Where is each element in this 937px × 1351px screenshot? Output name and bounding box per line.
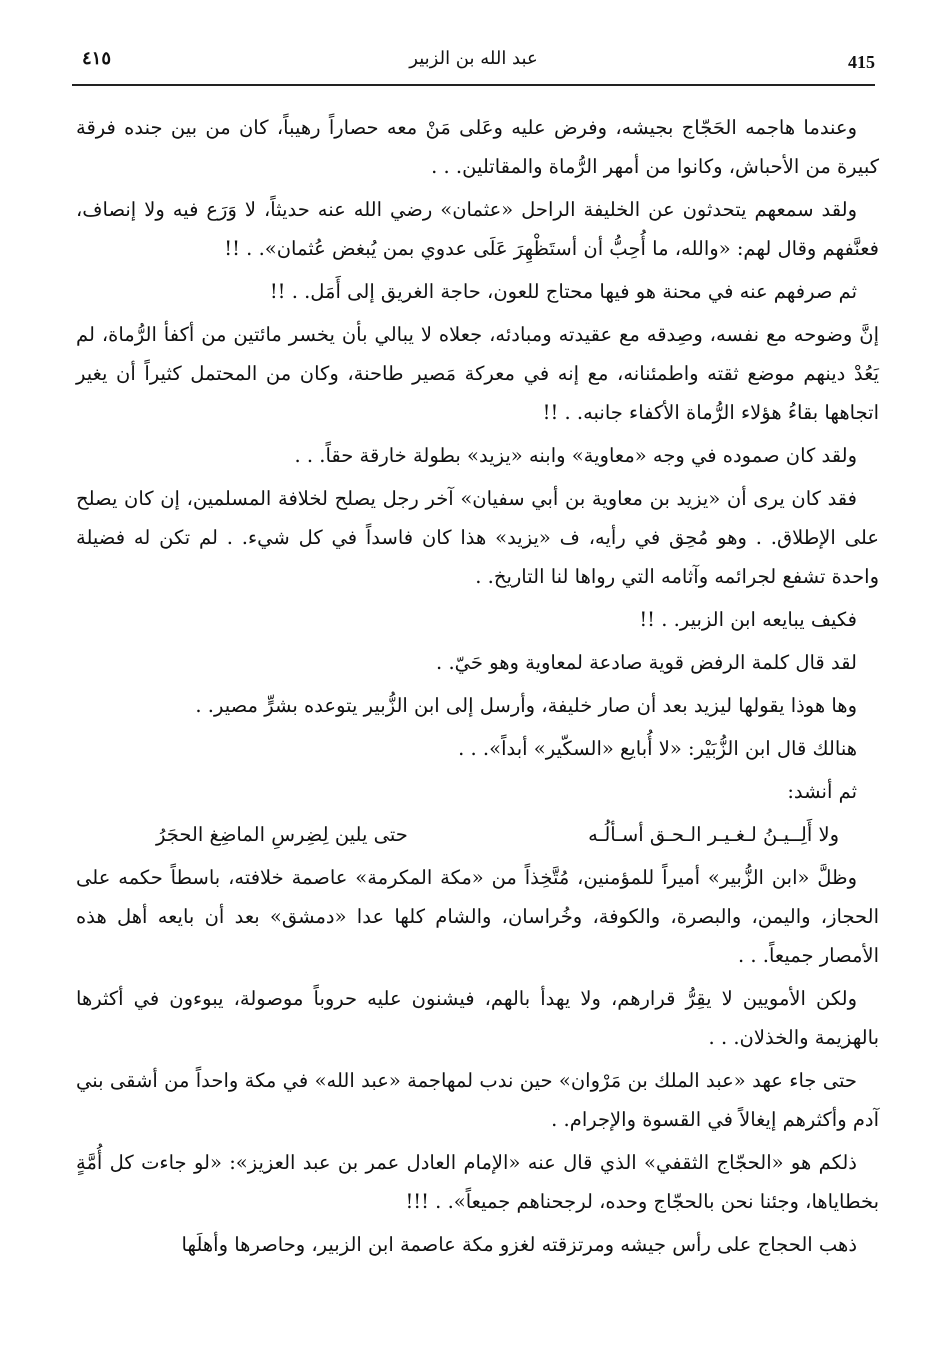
- paragraph: ولقد كان صموده في وجه «معاوية» وابنه «يزيد» بطولة خارقة حقاً. . .: [294, 444, 857, 467]
- paragraph: ذلكم هو «الحجّاج الثقفي» الذي قال عنه «الإمام العادل عمر بن عبد العزيز»: «لو جاءت كل أُمَّةٍ بخطاياها، وجئنا نحن بالحجّاج وحده، لرجحناهم جميعاً». . !!!: [76, 1151, 879, 1213]
- paragraph: حتى جاء عهد «عبد الملك بن مَرْوان» حين ندب لمهاجمة «عبد الله» في مكة واحداً من أشقى بني آدم وأكثرهم إيغالاً في القسوة والإجرام. .: [76, 1069, 879, 1131]
- page-number-arabic: ٤١٥: [82, 48, 112, 69]
- header-divider: [72, 84, 875, 86]
- paragraph: هنالك قال ابن الزُّبَيْر: «لا أُبايع «السكّير» أبداً». . .: [458, 737, 857, 760]
- body-text: [76, 108, 879, 1268]
- paragraph: إنَّ وضوحه مع نفسه، وصِدقه مع عقيدته ومبادئه، جعلاه لا يبالي بأن يخسر مائتين من أكفأ الرُّماة، لم يَعُدْ دينهم موضع ثقته واطمئنانه، مع إنه في معركة مَصير طاحنة، وكان من المحتمل كثيراً أن يغير اتجاهها بقاءُ هؤلاء الرُّماة الأكفاء جانبه. . !!: [76, 323, 879, 424]
- page-header: [72, 44, 875, 80]
- page-number-latin: 415: [848, 52, 875, 72]
- poem-verse: [76, 815, 879, 854]
- paragraph: فكيف يبايعه ابن الزبير. . !!: [639, 608, 857, 631]
- paragraph: فقد كان يرى أن «يزيد بن معاوية بن أبي سفيان» آخر رجل يصلح لخلافة المسلمين، إن كان يصلح على الإطلاق. . وهو مُحِق في رأيه، ف «يزيد» هذا كان فاسداً في كل شيء. . لم تكن له فضيلة واحدة تشفع لجرائمه وآثامه التي رواها لنا التاريخ. .: [76, 487, 879, 588]
- running-title: عبد الله بن الزبير: [409, 48, 538, 69]
- paragraph: ثم صرفهم عنه في محنة هو فيها محتاج للعون، حاجة الغريق إلى أَمَل. . !!: [269, 280, 857, 303]
- paragraph: ولقد سمعهم يتحدثون عن الخليفة الراحل «عثمان» رضي الله عنه حديثاً، لا وَرَع فيه ولا إنصاف، فعنَّفهم وقال لهم: «والله، ما أُحِبُّ أن أستَظْهِرَ عَلَى عدوي بمن يُبغض عُثمان». . !!: [76, 198, 879, 260]
- paragraph: وعندما هاجمه الحَجّاج بجيشه، وفرض عليه وعَلى مَنْ معه حصاراً رهيباً، كان من بين جنده فرقة كبيرة من الأحباش، وكانوا من أمهر الرُّماة والمقاتلين. . .: [76, 116, 879, 178]
- paragraph: ذهب الحجاج على رأس جيشه ومرتزقته لغزو مكة عاصمة ابن الزبير، وحاصرها وأهلَها: [181, 1233, 857, 1256]
- paragraph: وها هوذا يقولها ليزيد بعد أن صار خليفة، وأرسل إلى ابن الزُّبير يتوعده بشرٍّ مصير. .: [195, 694, 857, 717]
- verse-first-hemistich: ولا أَلِــيـنُ لـغـيـر الـحـق أسـألُـه: [588, 823, 839, 846]
- paragraph: وظلَّ «ابن الزُّبير» أميراً للمؤمنين، مُتَّخِذاً من «مكة المكرمة» عاصمة خلافته، باسطاً حكمه على الحجاز، واليمن، والبصرة، والكوفة، وخُراسان، والشام كلها عدا «دمشق» بعد أن بايعه أهل هذه الأمصار جميعاً. . .: [76, 866, 879, 967]
- paragraph: لقد قال كلمة الرفض قوية صادعة لمعاوية وهو حَيّ. .: [436, 651, 857, 674]
- paragraph: ولكن الأمويين لا يقِرُّ قرارهم، ولا يهدأ بالهم، فيشنون عليه حروباً موصولة، يبوءون في أكثرها بالهزيمة والخذلان. . .: [76, 987, 879, 1049]
- verse-second-hemistich: حتى يلين لِضِرسِ الماضِغ الحجَرُ: [156, 823, 408, 846]
- paragraph: ثم أنشد:: [787, 780, 857, 803]
